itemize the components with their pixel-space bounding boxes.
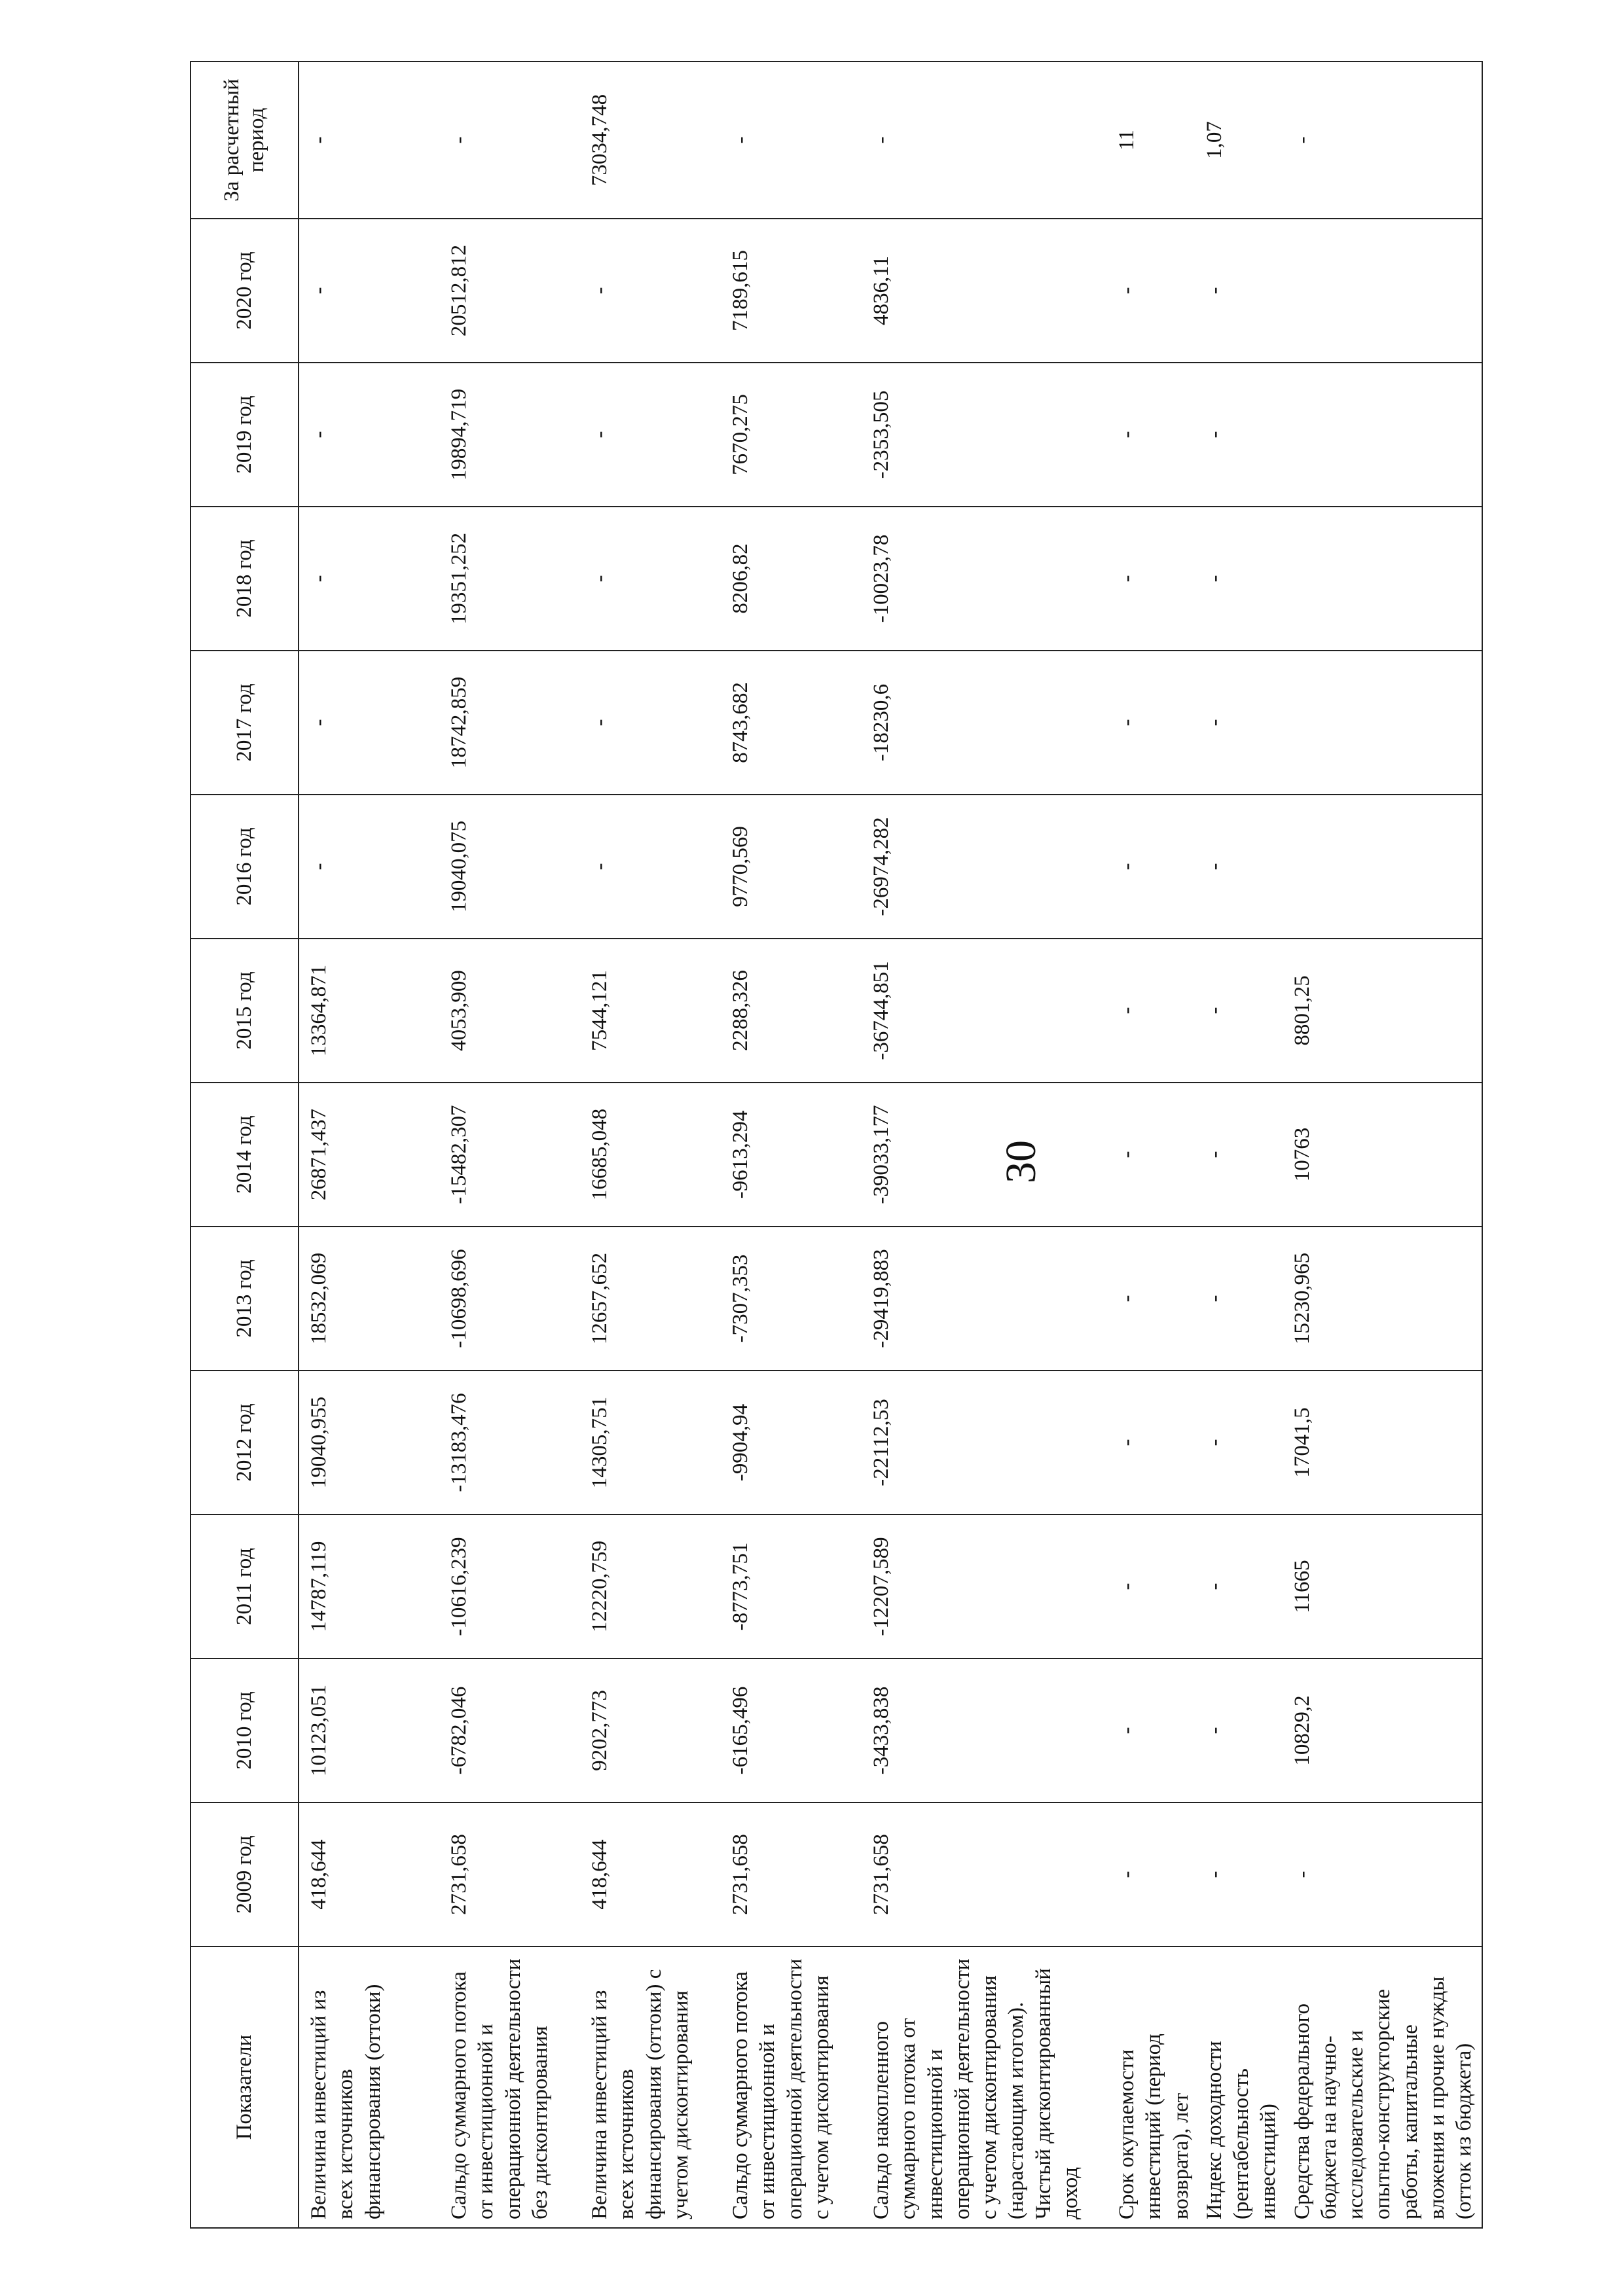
cell-value bbox=[1283, 651, 1483, 795]
table-row bbox=[1195, 62, 1283, 2228]
header-total-period: За расчетный период bbox=[191, 62, 299, 219]
investment-indicators-table bbox=[190, 61, 1483, 2229]
cell-value: - bbox=[1107, 939, 1195, 1083]
cell-value: - bbox=[1283, 62, 1483, 219]
table-row bbox=[862, 62, 1107, 2228]
header-year: 2011 год bbox=[191, 1515, 299, 1659]
cell-value: 2731,658 bbox=[439, 1803, 580, 1946]
cell-value: - bbox=[580, 219, 721, 363]
cell-value: -8773,751 bbox=[721, 1515, 862, 1659]
cell-value: - bbox=[1107, 1083, 1195, 1227]
cell-value: - bbox=[1107, 795, 1195, 939]
cell-value: -36744,851 bbox=[862, 939, 1107, 1083]
row-label: Сальдо суммарного потока от инвестиционной и операционной деятельности с учетом дисконтирования bbox=[721, 1946, 862, 2228]
cell-value: 19351,252 bbox=[439, 507, 580, 651]
cell-value bbox=[1283, 219, 1483, 363]
cell-value: - bbox=[1107, 1515, 1195, 1659]
cell-value: - bbox=[1107, 1659, 1195, 1803]
cell-value: 7670,275 bbox=[721, 363, 862, 507]
cell-value: - bbox=[299, 795, 439, 939]
cell-value: - bbox=[1195, 795, 1283, 939]
cell-value: 8206,82 bbox=[721, 507, 862, 651]
cell-value: 73034,748 bbox=[580, 62, 721, 219]
cell-value: 1,07 bbox=[1195, 62, 1283, 219]
cell-value: 10763 bbox=[1283, 1083, 1483, 1227]
header-row bbox=[191, 62, 299, 2228]
cell-value bbox=[1283, 795, 1483, 939]
cell-value: - bbox=[299, 651, 439, 795]
cell-value: - bbox=[299, 219, 439, 363]
table-header bbox=[191, 62, 299, 2228]
cell-value: 2731,658 bbox=[721, 1803, 862, 1946]
cell-value: - bbox=[1195, 1371, 1283, 1515]
cell-value: - bbox=[299, 363, 439, 507]
cell-value: 4053,909 bbox=[439, 939, 580, 1083]
cell-value: 418,644 bbox=[580, 1803, 721, 1946]
header-year: 2010 год bbox=[191, 1659, 299, 1803]
cell-value: 2288,326 bbox=[721, 939, 862, 1083]
cell-value: 11665 bbox=[1283, 1515, 1483, 1659]
row-label: Срок окупаемости инвестиций (период возврата), лет bbox=[1107, 1946, 1195, 2228]
row-label: Индекс доходности (рентабельность инвестиций) bbox=[1195, 1946, 1283, 2228]
cell-value: - bbox=[1195, 1659, 1283, 1803]
header-year: 2014 год bbox=[191, 1083, 299, 1227]
cell-value: - bbox=[1195, 1083, 1283, 1227]
cell-value: -6782,046 bbox=[439, 1659, 580, 1803]
cell-value: - bbox=[1107, 1371, 1195, 1515]
cell-value: - bbox=[1195, 939, 1283, 1083]
cell-value: - bbox=[299, 507, 439, 651]
row-label: Сальдо суммарного потока от инвестиционной и операционной деятельности без дисконтирования bbox=[439, 1946, 580, 2228]
cell-value: - bbox=[1107, 363, 1195, 507]
cell-value: - bbox=[439, 62, 580, 219]
header-year: 2020 год bbox=[191, 219, 299, 363]
cell-value: 18742,859 bbox=[439, 651, 580, 795]
cell-value: - bbox=[721, 62, 862, 219]
table-body bbox=[299, 62, 1482, 2228]
cell-value: -7307,353 bbox=[721, 1227, 862, 1371]
cell-value: -18230,6 bbox=[862, 651, 1107, 795]
header-indicators: Показатели bbox=[191, 1946, 299, 2228]
cell-value: 8743,682 bbox=[721, 651, 862, 795]
row-label: Величина инвестиций из всех источников финансирования (оттоки) с учетом дисконтирования bbox=[580, 1946, 721, 2228]
header-year: 2016 год bbox=[191, 795, 299, 939]
cell-value: 10829,2 bbox=[1283, 1659, 1483, 1803]
table-row bbox=[439, 62, 580, 2228]
cell-value: -15482,307 bbox=[439, 1083, 580, 1227]
cell-value: -10616,239 bbox=[439, 1515, 580, 1659]
header-year: 2015 год bbox=[191, 939, 299, 1083]
cell-value: - bbox=[299, 62, 439, 219]
rotated-page-content bbox=[190, 62, 1483, 2229]
cell-value: - bbox=[1195, 363, 1283, 507]
cell-value: -12207,589 bbox=[862, 1515, 1107, 1659]
cell-value: - bbox=[1195, 1803, 1283, 1946]
cell-value: - bbox=[1195, 1515, 1283, 1659]
cell-value: - bbox=[862, 62, 1107, 219]
cell-value: 8801,25 bbox=[1283, 939, 1483, 1083]
cell-value: 9770,569 bbox=[721, 795, 862, 939]
cell-value: 18532,069 bbox=[299, 1227, 439, 1371]
cell-value: -10698,696 bbox=[439, 1227, 580, 1371]
header-year: 2009 год bbox=[191, 1803, 299, 1946]
header-year: 2019 год bbox=[191, 363, 299, 507]
cell-value: 20512,812 bbox=[439, 219, 580, 363]
cell-value bbox=[1283, 363, 1483, 507]
cell-value: - bbox=[580, 363, 721, 507]
cell-value: 10123,051 bbox=[299, 1659, 439, 1803]
table-row bbox=[721, 62, 862, 2228]
cell-value: - bbox=[1107, 651, 1195, 795]
cell-value: -9904,94 bbox=[721, 1371, 862, 1515]
cell-value: 4836,11 bbox=[862, 219, 1107, 363]
cell-value bbox=[1283, 507, 1483, 651]
cell-value: 7189,615 bbox=[721, 219, 862, 363]
row-label: Сальдо накопленного суммарного потока от инвестиционной и операционной деятельности с учетом дисконтирования (нарастающим итогом). Чистый дисконтированный доход bbox=[862, 1946, 1107, 2228]
cell-value: 15230,965 bbox=[1283, 1227, 1483, 1371]
row-label: Величина инвестиций из всех источников финансирования (оттоки) bbox=[299, 1946, 439, 2228]
cell-value: 19040,075 bbox=[439, 795, 580, 939]
cell-value: - bbox=[580, 795, 721, 939]
cell-value: 16685,048 bbox=[580, 1083, 721, 1227]
cell-value: -2353,505 bbox=[862, 363, 1107, 507]
cell-value: - bbox=[1107, 507, 1195, 651]
page-number: 30 bbox=[997, 1140, 1045, 1183]
cell-value: -3433,838 bbox=[862, 1659, 1107, 1803]
cell-value: 19894,719 bbox=[439, 363, 580, 507]
table-row bbox=[580, 62, 721, 2228]
cell-value: - bbox=[1195, 1227, 1283, 1371]
cell-value: -6165,496 bbox=[721, 1659, 862, 1803]
cell-value: 12657,652 bbox=[580, 1227, 721, 1371]
cell-value: 19040,955 bbox=[299, 1371, 439, 1515]
table-row bbox=[1283, 62, 1483, 2228]
cell-value: - bbox=[1195, 507, 1283, 651]
cell-value: -22112,53 bbox=[862, 1371, 1107, 1515]
header-year: 2017 год bbox=[191, 651, 299, 795]
cell-value: 26871,437 bbox=[299, 1083, 439, 1227]
cell-value: - bbox=[1107, 219, 1195, 363]
cell-value: - bbox=[580, 507, 721, 651]
cell-value: 418,644 bbox=[299, 1803, 439, 1946]
header-year: 2012 год bbox=[191, 1371, 299, 1515]
cell-value: 2731,658 bbox=[862, 1803, 1107, 1946]
cell-value: - bbox=[1283, 1803, 1483, 1946]
cell-value: -10023,78 bbox=[862, 507, 1107, 651]
cell-value: - bbox=[1195, 219, 1283, 363]
cell-value: 12220,759 bbox=[580, 1515, 721, 1659]
cell-value: -29419,883 bbox=[862, 1227, 1107, 1371]
cell-value: - bbox=[1107, 1227, 1195, 1371]
cell-value: 13364,871 bbox=[299, 939, 439, 1083]
cell-value: 17041,5 bbox=[1283, 1371, 1483, 1515]
cell-value: 7544,121 bbox=[580, 939, 721, 1083]
cell-value: 14305,751 bbox=[580, 1371, 721, 1515]
cell-value: 11 bbox=[1107, 62, 1195, 219]
cell-value: - bbox=[1107, 1803, 1195, 1946]
cell-value: -26974,282 bbox=[862, 795, 1107, 939]
cell-value: - bbox=[580, 651, 721, 795]
table-row bbox=[299, 62, 439, 2228]
table-row bbox=[1107, 62, 1195, 2228]
cell-value: - bbox=[1195, 651, 1283, 795]
row-label: Средства федерального бюджета на научно-исследовательские и опытно-конструкторские работы, капитальные вложения и прочие нужды (отток из бюджета) bbox=[1283, 1946, 1483, 2228]
cell-value: -39033,177 bbox=[862, 1083, 1107, 1227]
cell-value: 9202,773 bbox=[580, 1659, 721, 1803]
cell-value: -9613,294 bbox=[721, 1083, 862, 1227]
cell-value: 14787,119 bbox=[299, 1515, 439, 1659]
header-year: 2018 год bbox=[191, 507, 299, 651]
header-year: 2013 год bbox=[191, 1227, 299, 1371]
cell-value: -13183,476 bbox=[439, 1371, 580, 1515]
